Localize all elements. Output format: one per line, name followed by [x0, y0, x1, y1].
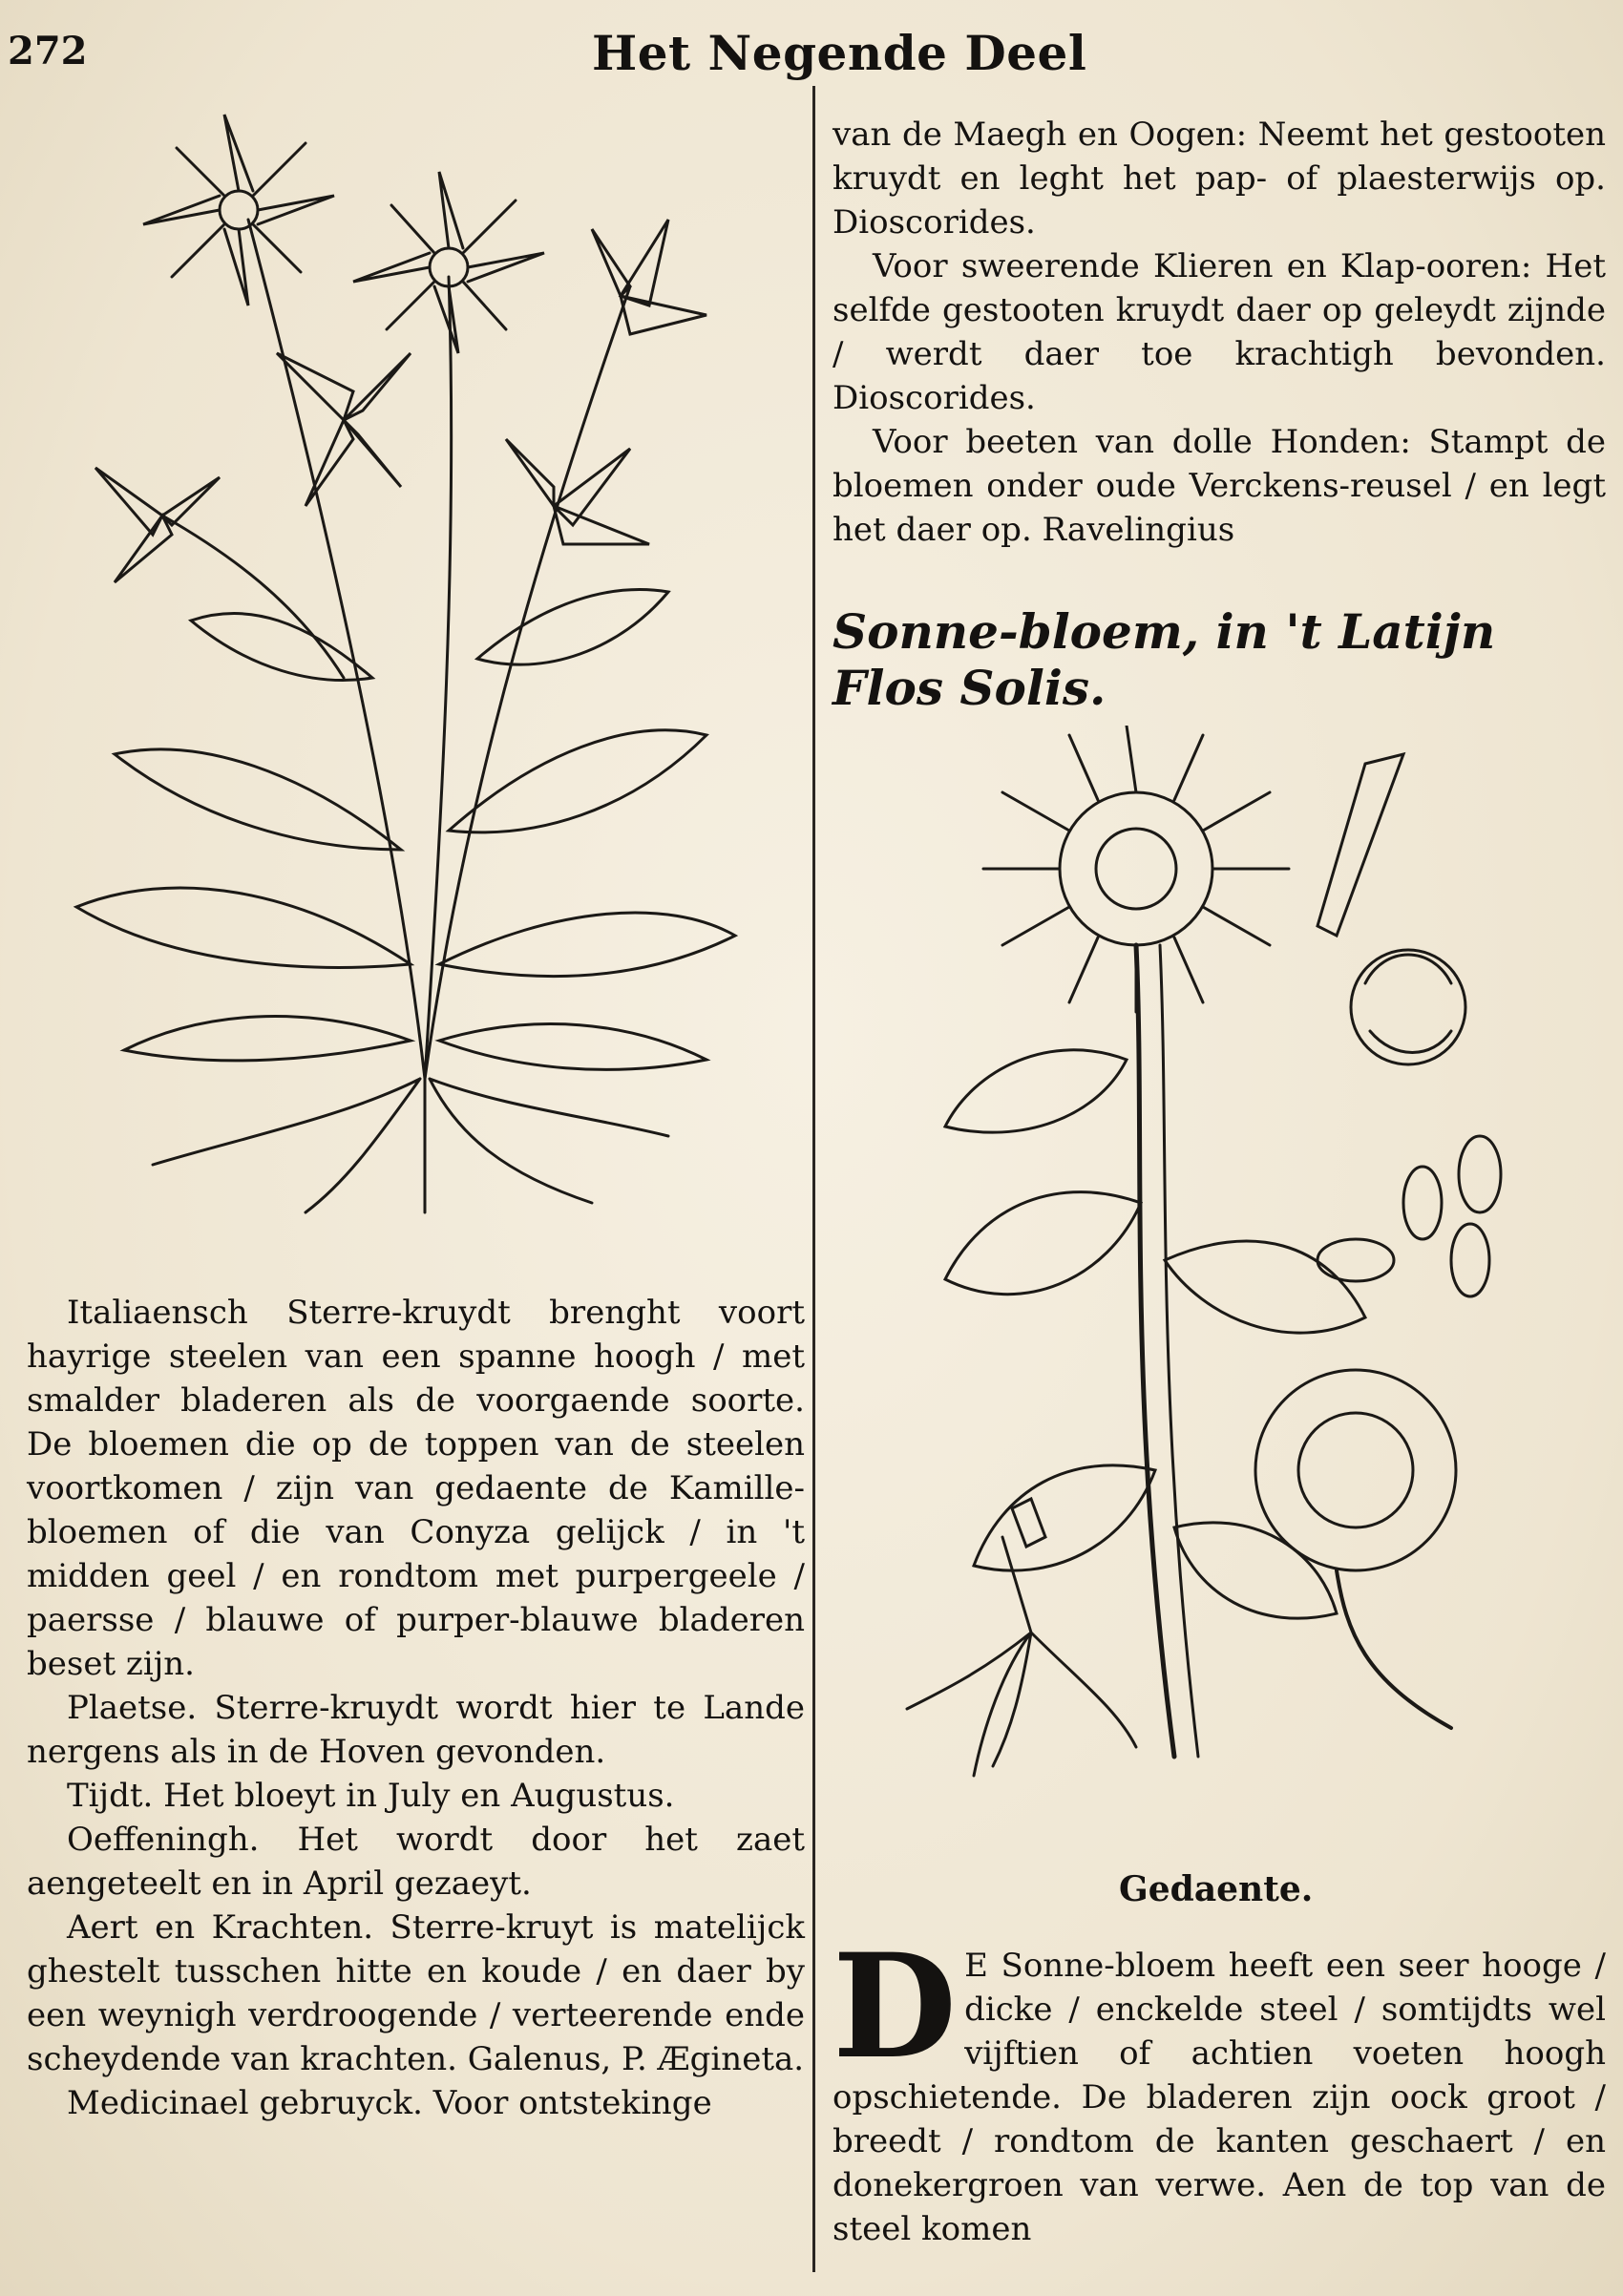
paragraph: Medicinael gebruyck. Voor ontstekinge — [67, 2084, 712, 2122]
sterre-kruydt-woodcut — [57, 105, 745, 1232]
paragraph: Plaetse. Sterre-kruydt wordt hier te Lande nergens als in de Hoven gevonden. — [27, 1689, 805, 1771]
description-paragraph — [833, 1923, 1606, 2251]
paragraph: Voor beeten van dolle Honden: Stampt de bloemen onder oude Verckens-reusel / en legt het daer op. Ravelingius — [833, 423, 1606, 549]
paragraph: Tijdt. Het bloeyt in July en Augustus. — [67, 1777, 675, 1815]
paragraph: Voor sweerende Klieren en Klap-ooren: Het selfde gestooten kruydt daer op geleydt zijnde / werdt daer toe krachtigh bevonden. Dioscorides. — [833, 247, 1606, 417]
figure-caption: Gedaente. — [1119, 1869, 1314, 1909]
column-divider — [812, 86, 815, 2272]
page-number: 272 — [8, 29, 88, 74]
paragraph: van de Maegh en Oogen: Neemt het gestooten kruydt en leght het pap- of plaesterwijs op. Dioscorides. — [833, 116, 1606, 242]
right-column-text — [833, 113, 1606, 552]
sonne-bloem-woodcut — [888, 726, 1518, 1795]
paragraph: Oeffeningh. Het wordt door het zaet aengeteelt en in April gezaeyt. — [27, 1821, 805, 1903]
paragraph: Italiaensch Sterre-kruydt brenght voort hayrige steelen van een spanne hoogh / met smalder bladeren als de voorgaende soorte. De bloemen die op de toppen van de steelen voortkomen / zijn van gedaente de Kamille-bloemen of die van Conyza gelijck / in 't midden geel / en rondtom met purpergeele / paersse / blauwe of purper-blauwe bladeren beset zijn. — [27, 1294, 805, 1683]
paragraph: Aert en Krachten. Sterre-kruyt is matelijck ghestelt tusschen hitte en koude / en daer by een weynigh verdroogende / verteerende ende scheydende van krachten. Galenus, P. Ægineta. — [27, 1908, 805, 2078]
description-text: E Sonne-bloem heeft een seer hooge / dicke / enckelde steel / somtijdts wel vijftien of achtien voeten hoogh opschietende. De bladeren zijn oock groot / breedt / rondtom de kanten geschaert / en donekergroen van verwe. Aen de top van de steel komen — [833, 1947, 1606, 2248]
page-header — [0, 17, 1623, 84]
drop-cap: D — [833, 1923, 958, 2091]
section-heading: Sonne-bloem, in 't Latijn Flos Solis. — [833, 603, 1496, 716]
left-column-text — [27, 1291, 805, 2125]
running-title: Het Negende Deel — [592, 25, 1087, 81]
